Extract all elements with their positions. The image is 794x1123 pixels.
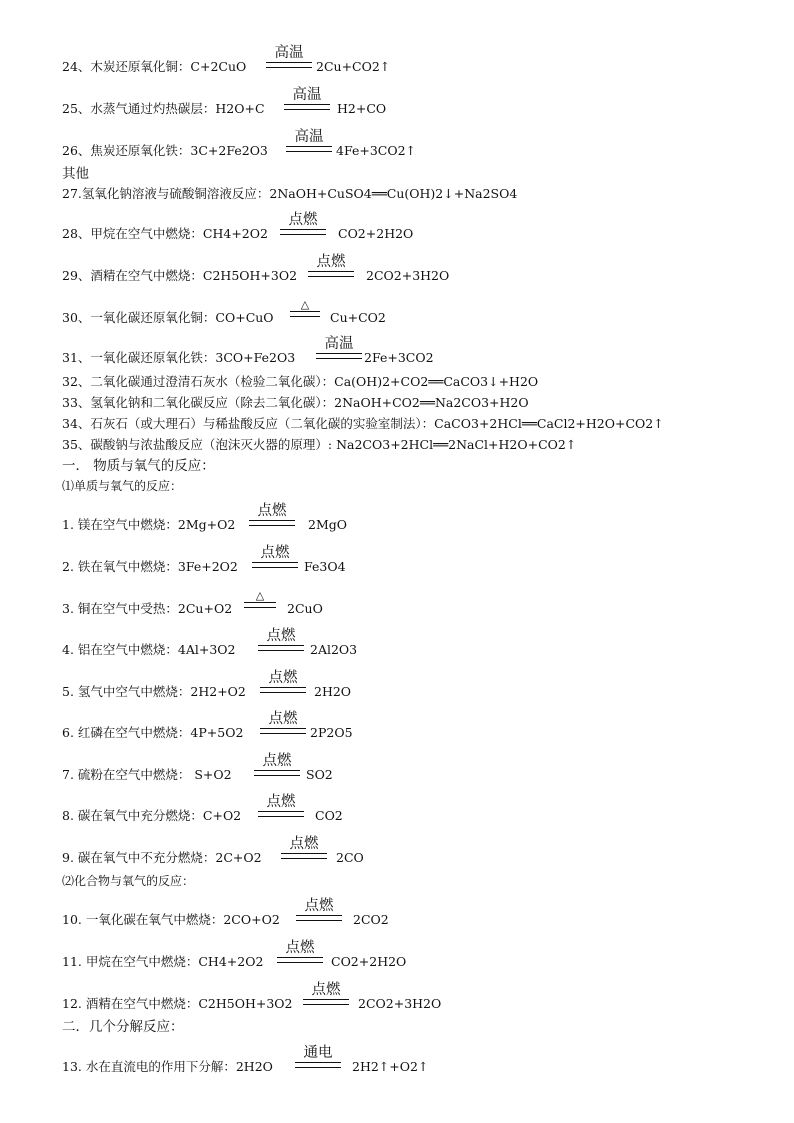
condition-arrow xyxy=(281,836,327,859)
double-line xyxy=(296,915,342,921)
equation-13 xyxy=(62,1059,273,1075)
condition-arrow xyxy=(286,129,332,152)
double-line xyxy=(252,562,298,568)
double-line xyxy=(266,62,312,68)
double-line xyxy=(258,811,304,817)
equation-product: 2CuO xyxy=(287,601,323,616)
equation-label: 3. 铜在空气中受热：2Cu+O2 xyxy=(62,601,233,616)
section-other: 其他 xyxy=(62,166,89,182)
equation-label: 26、焦炭还原氧化铁：3C+2Fe2O3 xyxy=(62,143,268,158)
heat-symbol: △ xyxy=(300,298,310,311)
condition-text: 点燃 xyxy=(316,254,346,270)
equation-product: CO2 xyxy=(315,808,343,823)
equation-product: Fe3O4 xyxy=(304,559,346,574)
equation-product: 2Fe+3CO2 xyxy=(364,350,434,365)
equation-product: Cu+CO2 xyxy=(330,310,386,325)
double-line xyxy=(303,999,349,1005)
condition-arrow xyxy=(308,254,354,277)
equation-label: 11. 甲烷在空气中燃烧：CH4+2O2 xyxy=(62,954,264,969)
equation-product: 2H2O xyxy=(314,684,352,699)
equation-32: 32、二氧化碳通过澄清石灰水（检验二氧化碳）：Ca(OH)2+CO2══CaCO3↓+H2O xyxy=(62,374,539,389)
double-line xyxy=(254,770,300,776)
condition-text: 高温 xyxy=(294,129,324,145)
double-line xyxy=(277,957,323,963)
equation-label: 12. 酒精在空气中燃烧：C2H5OH+3O2 xyxy=(62,996,293,1011)
equation-label: 5. 氢气中空气中燃烧：2H2+O2 xyxy=(62,684,246,699)
condition-text: 高温 xyxy=(274,45,304,61)
subsection-heading-2: ⑵化合物与氧气的反应： xyxy=(62,874,195,888)
equation-12 xyxy=(62,996,293,1012)
equation-5 xyxy=(62,684,246,700)
equation-29 xyxy=(62,268,297,284)
condition-arrow xyxy=(316,336,362,359)
subsection-heading-1: ⑴单质与氧气的反应： xyxy=(62,479,183,493)
condition-arrow xyxy=(284,87,330,110)
double-line xyxy=(260,687,306,693)
condition-text: 点燃 xyxy=(257,503,287,519)
double-line xyxy=(280,229,326,235)
equation-product: H2+CO xyxy=(337,101,387,116)
double-line xyxy=(308,271,354,277)
condition-arrow xyxy=(258,628,304,651)
condition-arrow xyxy=(290,300,320,317)
equation-product: 2CO2+3H2O xyxy=(358,996,442,1011)
equation-11 xyxy=(62,954,263,970)
equation-28 xyxy=(62,226,268,242)
condition-text: 点燃 xyxy=(311,982,341,998)
double-line xyxy=(260,728,306,734)
equation-label: 24、木炭还原氧化铜：C+2CuO xyxy=(62,59,247,74)
condition-arrow xyxy=(296,898,342,921)
equation-8 xyxy=(62,808,241,824)
condition-arrow xyxy=(258,794,304,817)
condition-text: 点燃 xyxy=(289,836,319,852)
equation-4 xyxy=(62,642,236,658)
double-line xyxy=(244,602,276,608)
equation-3 xyxy=(62,601,232,617)
condition-text: 高温 xyxy=(324,336,354,352)
condition-text: 通电 xyxy=(303,1045,333,1061)
condition-arrow xyxy=(249,503,295,526)
equation-product: 2CO xyxy=(336,850,364,865)
condition-arrow xyxy=(277,940,323,963)
equation-1 xyxy=(62,517,235,533)
condition-arrow xyxy=(260,670,306,693)
double-line xyxy=(286,146,332,152)
double-line xyxy=(258,645,304,651)
condition-arrow xyxy=(266,45,312,68)
condition-text: 点燃 xyxy=(262,753,292,769)
condition-arrow xyxy=(303,982,349,1005)
condition-text: 点燃 xyxy=(268,711,298,727)
equation-27: 27.氢氧化钠溶液与硫酸铜溶液反应：2NaOH+CuSO4══Cu(OH)2↓+Na2SO4 xyxy=(62,186,518,201)
condition-arrow xyxy=(254,753,300,776)
equation-label: 6. 红磷在空气中燃烧：4P+5O2 xyxy=(62,725,244,740)
equation-product: 2Al2O3 xyxy=(310,642,358,657)
section-heading-2: 二．几个分解反应： xyxy=(62,1019,184,1035)
equation-label: 10. 一氧化碳在氧气中燃烧：2CO+O2 xyxy=(62,912,280,927)
equation-label: 28、甲烷在空气中燃烧：CH4+2O2 xyxy=(62,226,268,241)
equation-34: 34、石灰石（或大理石）与稀盐酸反应（二氧化碳的实验室制法）：CaCO3+2HCl══CaCl2+H2O+CO2↑ xyxy=(62,416,664,431)
double-line xyxy=(316,353,362,359)
equation-24 xyxy=(62,59,246,75)
equation-product: SO2 xyxy=(306,767,333,782)
double-line xyxy=(281,853,327,859)
condition-arrow xyxy=(252,545,298,568)
equation-product: 2P2O5 xyxy=(310,725,353,740)
equation-26 xyxy=(62,143,268,159)
condition-text: 点燃 xyxy=(266,628,296,644)
equation-label: 4. 铝在空气中燃烧：4Al+3O2 xyxy=(62,642,236,657)
equation-label: 8. 碳在氧气中充分燃烧：C+O2 xyxy=(62,808,242,823)
condition-text: 点燃 xyxy=(260,545,290,561)
condition-text: 点燃 xyxy=(304,898,334,914)
equation-35: 35、碳酸钠与浓盐酸反应（泡沫灭火器的原理）: Na2CO3+2HCl══2NaCl+H2O+CO2↑ xyxy=(62,437,577,452)
double-line xyxy=(290,311,320,317)
equation-9 xyxy=(62,850,262,866)
equation-product: 2Cu+CO2↑ xyxy=(316,59,391,74)
equation-product: 2CO2 xyxy=(353,912,389,927)
equation-product: 2MgO xyxy=(308,517,348,532)
condition-arrow xyxy=(244,591,276,608)
equation-31 xyxy=(62,350,295,366)
equation-10 xyxy=(62,912,280,928)
equation-label: 1. 镁在空气中燃烧：2Mg+O2 xyxy=(62,517,236,532)
section-heading-1: 一． 物质与氧气的反应： xyxy=(62,458,215,474)
equation-30 xyxy=(62,310,274,326)
equation-label: 31、一氧化碳还原氧化铁：3CO+Fe2O3 xyxy=(62,350,296,365)
equation-6 xyxy=(62,725,243,741)
equation-product: CO2+2H2O xyxy=(338,226,414,241)
condition-text: 点燃 xyxy=(268,670,298,686)
equation-2 xyxy=(62,559,238,575)
equation-label: 9. 碳在氧气中不充分燃烧：2C+O2 xyxy=(62,850,262,865)
equation-product: 4Fe+3CO2↑ xyxy=(336,143,417,158)
equation-label: 13. 水在直流电的作用下分解：2H2O xyxy=(62,1059,273,1074)
double-line xyxy=(249,520,295,526)
condition-text: 点燃 xyxy=(266,794,296,810)
equation-label: 29、酒精在空气中燃烧：C2H5OH+3O2 xyxy=(62,268,298,283)
equation-label: 25、水蒸气通过灼热碳层：H2O+C xyxy=(62,101,265,116)
equation-label: 2. 铁在氧气中燃烧：3Fe+2O2 xyxy=(62,559,238,574)
double-line xyxy=(295,1062,341,1068)
double-line xyxy=(284,104,330,110)
heat-symbol: △ xyxy=(255,589,265,602)
equation-product: CO2+2H2O xyxy=(331,954,407,969)
condition-text: 高温 xyxy=(292,87,322,103)
condition-arrow xyxy=(260,711,306,734)
equation-product: 2CO2+3H2O xyxy=(366,268,450,283)
condition-arrow xyxy=(280,212,326,235)
condition-arrow xyxy=(295,1045,341,1068)
equation-label: 30、一氧化碳还原氧化铜：CO+CuO xyxy=(62,310,274,325)
equation-label: 7. 硫粉在空气中燃烧： S+O2 xyxy=(62,767,232,782)
equation-product: 2H2↑+O2↑ xyxy=(352,1059,429,1074)
condition-text: 点燃 xyxy=(288,212,318,228)
equation-7 xyxy=(62,767,232,783)
condition-text: 点燃 xyxy=(285,940,315,956)
equation-33: 33、氢氧化钠和二氧化碳反应（除去二氧化碳）：2NaOH+CO2══Na2CO3+H2O xyxy=(62,395,529,410)
equation-25 xyxy=(62,101,265,117)
